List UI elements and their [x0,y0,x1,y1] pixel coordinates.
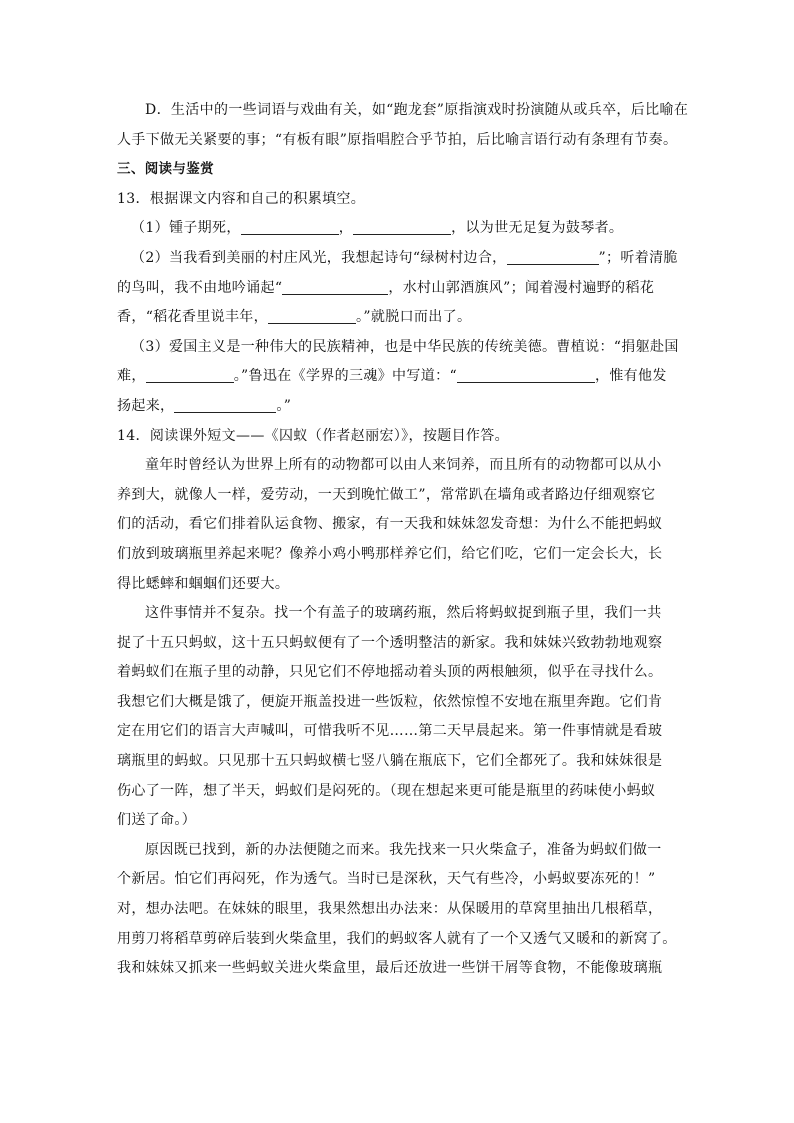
paragraph-line: 们送了命。） [117,812,197,829]
q13-item-3-line-2 [117,362,677,392]
paragraph-line: 定在用它们的语言大声喊叫，可惜我听不见……第二天早晨起来。第一件事情就是看玻 [117,723,663,740]
q13-item-3-line-3 [117,392,677,422]
paragraph-line: 个新居。怕它们再闷死，作为透气。当时已是深秋，天气有些冷，小蚂蚁要冻死的！” [117,871,656,888]
option-d-line-2: 人手下做无关紧要的事；“有板有眼”原指唱腔合乎节拍，后比喻言语行动有条理有节奏。 [117,131,678,148]
paragraph-line: 捉了十五只蚂蚁，这十五只蚂蚁便有了一个透明整洁的新家。我和妹妹兴致勃勃地观察 [117,634,663,651]
answer-blank[interactable] [507,248,599,265]
paragraph-line: 对，想办法吧。在妹妹的眼里，我果然想出办法来：从保暖用的草窝里抽出几根稻草， [117,901,663,918]
paragraph-line: 用剪刀将稻草剪碎后装到火柴盒里，我们的蚂蚁客人就有了一个又透气又暖和的新窝了。 [117,930,677,947]
q13-3-text-b: 难， [117,368,146,385]
answer-blank[interactable] [174,396,276,413]
paragraph-line: 得比蟋蟀和蝈蝈们还要大。 [117,575,290,592]
paragraph-line: 们放到玻璃瓶里养起来呢？像养小鸡小鸭那样养它们，给它们吃，它们一定会长大，长 [117,545,663,562]
article-paragraph-2 [117,599,677,836]
paragraph-line: 这件事情并不复杂。找一个有盖子的玻璃药瓶，然后将蚂蚁捉到瓶子里，我们一共 [145,605,662,622]
answer-blank[interactable] [146,366,234,383]
q13-2-text-b: ”；听着清脆 [598,249,678,266]
q13-item-2-line-3 [117,303,677,333]
q13-3-text-c: 。”鲁迅在《学界的三魂》中写道：“ [233,368,457,385]
q13-2-text-c: 的鸟叫，我不由地吟诵起“ [117,279,283,296]
article-paragraph-3 [117,836,677,984]
q13-2-text-d: ，水村山郭酒旗风”；闻着漫村遍野的稻花 [388,279,655,296]
q13-3-text-e: 扬起来， [117,397,175,414]
q13-item-3-line-1: （3）爱国主义是一种伟大的民族精神，也是中华民族的传统美德。曹植说：“捐躯赴国 [131,338,679,355]
paragraph-line: 我想它们大概是饿了，便旋开瓶盖投进一些饭粒，依然惊惶不安地在瓶里奔跑。它们肯 [117,693,663,710]
paragraph-line: 养到大，就像人一样，爱劳动，一天到晚忙做工”，常常趴在墙角或者路边仔细观察它 [117,486,656,503]
answer-blank[interactable] [241,218,339,235]
q13-1-text-a: （1）锺子期死， [131,220,241,237]
q13-3-text-f: 。” [276,397,292,414]
paragraph-line: 伤心了一阵，想了半天，蚂蚁们是闷死的。（现在想起来更可能是瓶里的药味使小蚂蚁 [117,782,656,799]
q13-2-text-f: 。”就脱口而出了。 [356,309,472,326]
paragraph-line: 着蚂蚁们在瓶子里的动静，只见它们不停地摇动着头顶的两根触须，似乎在寻找什么。 [117,664,663,681]
q13-item-1 [117,214,677,244]
article-paragraph-1 [117,451,677,599]
answer-blank[interactable] [353,218,451,235]
q13-1-text-c: ，以为世无足复为鼓琴者。 [451,220,624,237]
q13-2-text-e: 香，“稻花香里说丰年， [117,309,269,326]
q13-1-text-b: ， [338,220,354,237]
q13-2-text-a: （2）当我看到美丽的村庄风光，我想起诗句“绿树村边合， [131,249,507,266]
q13-3-text-d: ，惟有他发 [594,368,667,385]
section-title: 三、阅读与鉴赏 [117,161,214,178]
answer-blank[interactable] [457,366,595,383]
option-d-line-1: D．生活中的一些词语与戏曲有关，如“跑龙套”原指演戏时扮演随从或兵卒，后比喻在 [145,102,689,118]
answer-blank[interactable] [282,278,388,295]
paragraph-line: 璃瓶里的蚂蚁。只见那十五只蚂蚁横七竖八躺在瓶底下，它们全都死了。我和妹妹很是 [117,753,663,770]
q13-item-2-line-1 [117,244,677,274]
paragraph-line: 我和妹妹又抓来一些蚂蚁关进火柴盒里，最后还放进一些饼干屑等食物，不能像玻璃瓶 [117,960,663,977]
paragraph-line: 们的活动，看它们排着队运食物、搬家，有一天我和妹妹忽发奇想：为什么不能把蚂蚁 [117,516,663,533]
paragraph-line: 童年时曾经认为世界上所有的动物都可以由人来饲养，而且所有的动物都可以从小 [145,457,662,474]
question-13-stem: 13．根据课文内容和自己的积累填空。 [117,190,366,207]
answer-blank[interactable] [268,307,356,324]
exam-page [117,96,689,984]
paragraph-line: 原因既已找到，新的办法便随之而来。我先找来一只火柴盒子，准备为蚂蚁们做一 [145,841,662,858]
question-14-stem: 14．阅读课外短文——《囚蚁（作者赵丽宏）》，按题目作答。 [117,427,509,444]
q13-item-2-line-2 [117,274,677,304]
